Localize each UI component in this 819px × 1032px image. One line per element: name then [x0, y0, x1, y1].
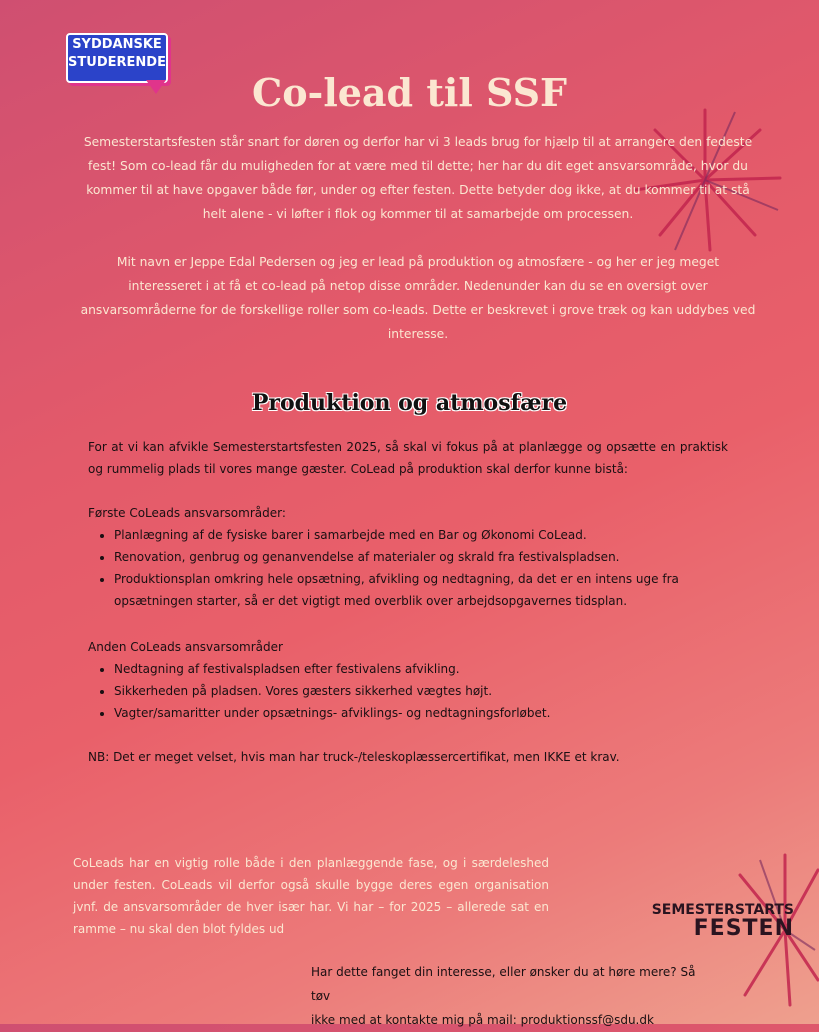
intro-paragraph-1: Semesterstartsfesten står snart for døren og derfor har vi 3 leads brug for hjælp til at arrangere den fedeste fest! Som co-lead får du muligheden for at være med til dette; her har du dit eget ansvarsområde, hvor du kommer til at have opgaver både før, under og efter festen. Dette betyder dog ikke, at du kommer til at stå helt alene - vi løfter i flok og kommer til at samarbejde om processen.	[83, 135, 753, 221]
logo-line1: SYDDANSKE	[72, 37, 162, 52]
contact-line-1: Har dette fanget din interesse, eller ønsker du at høre mere? Så tøv	[311, 965, 696, 1003]
contact-line-2: ikke med at kontakte mig på mail: produktionssf@sdu.dk	[311, 1013, 654, 1027]
section-heading: Produktion og atmosfære	[251, 390, 568, 416]
list-item: • Sikkerheden på pladsen. Vores gæsters sikkerhed vægtes højt.	[114, 680, 728, 702]
bottom-paragraph: CoLeads har en vigtig rolle både i den planlæggende fase, og i særdeleshed under festen. CoLeads vil derfor også skulle bygge deres egen organisation jvnf. de ansvarsområder de hver især har. Vi har – for 2025 – allerede sat en ramme – nu skal den blot fyldes ud	[73, 856, 549, 936]
list-item: • Vagter/samaritter under opsætnings- afviklings- og nedtagningsforløbet.	[114, 702, 728, 724]
list-item: • Planlægning af de fysiske barer i samarbejde med en Bar og Økonomi CoLead.	[114, 524, 728, 546]
second-colead-list	[88, 658, 728, 724]
intro-paragraph-2: Mit navn er Jeppe Edal Pedersen og jeg er lead på produktion og atmosfære - og her er jeg meget interesseret i at få et co-lead på netop disse områder. Nedenunder kan du se en oversigt over ansvarsområderne for de forskellige roller som co-leads. Dette er beskrevet i grove træk og kan uddybes ved interesse.	[80, 255, 756, 341]
first-colead-block	[88, 502, 728, 612]
footer-logo-line2: FESTEN	[693, 916, 794, 941]
nb-note: NB: Det er meget velset, hvis man har truck-/teleskoplæssercertifikat, men IKKE et krav.	[88, 750, 620, 764]
first-colead-heading: Første CoLeads ansvarsområder:	[88, 506, 286, 520]
page-title: Co-lead til SSF	[251, 70, 568, 115]
list-item: • Nedtagning af festivalspladsen efter festivalens afvikling.	[114, 658, 728, 680]
section-intro: For at vi kan afvikle Semesterstartsfesten 2025, så skal vi fokus på at planlægge og opsætte en praktisk og rummelig plads til vores mange gæster. CoLead på produktion skal derfor kunne bistå:	[88, 440, 728, 476]
first-colead-list	[88, 524, 728, 612]
list-item: • Renovation, genbrug og genanvendelse af materialer og skrald fra festivalspladsen.	[114, 546, 728, 568]
second-colead-heading: Anden CoLeads ansvarsområder	[88, 640, 283, 654]
footer-logo-line1: SEMESTERSTARTS	[651, 902, 794, 918]
semesterstartsfesten-logo	[614, 902, 794, 940]
second-colead-block	[88, 636, 728, 724]
contact-info	[311, 960, 711, 1032]
list-item: • Produktionsplan omkring hele opsætning, afvikling og nedtagning, da det er en intens uge fra opsætningen starter, så er det vigtigt med overblik over arbejdsopgavernes tidsplan.	[114, 568, 728, 612]
logo-line2: STUDERENDE	[68, 55, 166, 70]
